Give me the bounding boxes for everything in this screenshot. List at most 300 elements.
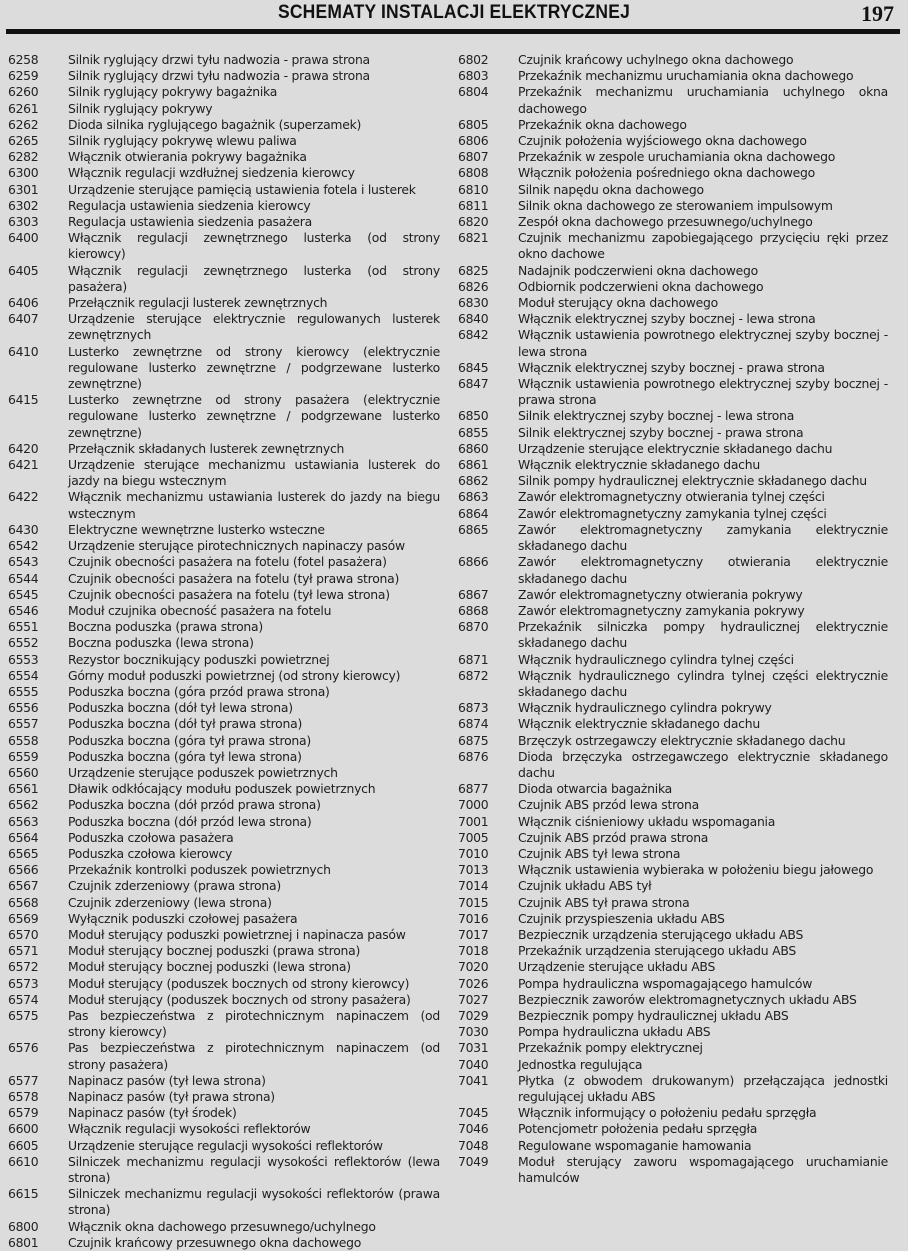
legend-entry: [8, 133, 440, 149]
component-description: Moduł sterujący okna dachowego: [518, 295, 719, 311]
component-code: 6866: [458, 554, 489, 570]
legend-entry: [458, 214, 888, 230]
legend-entry: [458, 263, 888, 279]
component-code: 6872: [458, 667, 489, 683]
component-code: 6260: [8, 84, 39, 100]
component-description: Dioda otwarcia bagażnika: [518, 781, 673, 797]
component-description: Zawór elektromagnetyczny otwierania elektrycznie składanego dachu: [518, 554, 888, 586]
legend-entry: [458, 52, 888, 68]
component-code: 6842: [458, 327, 489, 343]
component-code: 6875: [458, 732, 489, 748]
legend-entry: [8, 895, 440, 911]
component-code: 6561: [8, 781, 39, 797]
component-description: Przekaźnik okna dachowego: [518, 116, 687, 132]
component-code: 7000: [458, 797, 489, 813]
legend-entry: [458, 587, 888, 603]
component-description: Pompa hydrauliczna wspomagającego hamulców: [518, 975, 813, 991]
component-code: 6430: [8, 521, 39, 537]
component-description: Włącznik regulacji zewnętrznego lusterka (od strony pasażera): [68, 262, 440, 294]
component-description: Napinacz pasów (tył lewa strona): [68, 1072, 266, 1088]
legend-entry: [8, 522, 440, 538]
component-code: 6821: [458, 230, 489, 246]
legend-entry: [458, 311, 888, 327]
component-description: Moduł czujnika obecność pasażera na fotelu: [68, 602, 332, 618]
component-description: Czujnik ABS przód lewa strona: [518, 797, 699, 813]
component-code: 6871: [458, 651, 489, 667]
component-description: Poduszka czołowa pasażera: [68, 829, 234, 845]
component-description: Czujnik zderzeniowy (lewa strona): [68, 894, 272, 910]
component-code: 7029: [458, 1007, 489, 1023]
component-description: Silnik napędu okna dachowego: [518, 181, 704, 197]
component-code: 7046: [458, 1121, 489, 1137]
component-code: 7016: [458, 910, 489, 926]
component-description: Silnik elektrycznej szyby bocznej - prawa strona: [518, 424, 804, 440]
component-code: 6421: [8, 457, 39, 473]
legend-entry: [8, 198, 440, 214]
component-code: 6259: [8, 68, 39, 84]
component-code: 6422: [8, 489, 39, 505]
component-description: Poduszka boczna (dół przód lewa strona): [68, 813, 312, 829]
component-description: Urządzenie sterujące elektrycznie składanego dachu: [518, 440, 833, 456]
component-code: 7031: [458, 1040, 489, 1056]
component-code: 6876: [458, 748, 489, 764]
component-description: Przełącznik składanych lusterek zewnętrznych: [68, 440, 345, 456]
component-code: 6579: [8, 1105, 39, 1121]
legend-entry: [8, 1089, 440, 1105]
legend-entry: [458, 84, 888, 116]
component-description: Silniczek mechanizmu regulacji wysokości reflektorów (lewa strona): [68, 1153, 440, 1186]
legend-entry: [8, 117, 440, 133]
component-code: 6806: [458, 133, 489, 149]
component-code: 6576: [8, 1040, 39, 1056]
legend-entry: [8, 992, 440, 1008]
legend-entry: [458, 959, 888, 975]
component-description: Bezpiecznik pompy hydraulicznej układu ABS: [518, 1007, 789, 1023]
component-code: 6873: [458, 700, 489, 716]
legend-entry: [8, 311, 440, 343]
component-code: 6805: [458, 116, 489, 132]
legend-entry: [458, 1040, 888, 1056]
component-description: Silnik ryglujący drzwi tyłu nadwozia - prawa strona: [68, 52, 370, 67]
legend-entry: [8, 263, 440, 295]
legend-entry: [458, 895, 888, 911]
legend-entry: [458, 797, 888, 813]
component-description: Regulowane wspomaganie hamowania: [518, 1137, 752, 1153]
legend-entry: [8, 716, 440, 732]
component-code: 6860: [458, 440, 489, 456]
component-description: Czujnik obecności pasażera na fotelu (tył prawa strona): [68, 570, 400, 586]
component-description: Lusterko zewnętrzne od strony kierowcy (elektrycznie regulowane lusterko zewnętrzne / podgrzewane lusterko zewnętrzne): [68, 343, 440, 392]
legend-entry: [458, 700, 888, 716]
component-description: Włącznik położenia pośredniego okna dachowego: [518, 165, 815, 181]
legend-entry: [8, 344, 440, 393]
component-description: Przekaźnik kontrolki poduszek powietrznych: [68, 862, 331, 878]
legend-entry: [458, 619, 888, 651]
legend-entry: [8, 862, 440, 878]
legend-entry: [458, 133, 888, 149]
legend-entry: [458, 1057, 888, 1073]
component-description: Silnik ryglujący pokrywę wlewu paliwa: [68, 133, 297, 149]
component-description: Czujnik zderzeniowy (prawa strona): [68, 878, 281, 894]
component-code: 6565: [8, 845, 39, 861]
legend-entry: [458, 473, 888, 489]
component-code: 7027: [458, 991, 489, 1007]
component-description: Poduszka boczna (dół tył lewa strona): [68, 700, 293, 716]
component-code: 6556: [8, 700, 39, 716]
legend-entry: [458, 943, 888, 959]
component-code: 7017: [458, 926, 489, 942]
component-code: 6862: [458, 473, 489, 489]
component-code: 6810: [458, 181, 489, 197]
legend-entry: [458, 198, 888, 214]
legend-entry: [8, 652, 440, 668]
component-description: Włącznik hydraulicznego cylindra tylnej części elektrycznie składanego dachu: [518, 667, 888, 699]
component-description: Urządzenie sterujące pamięcią ustawienia fotela i lusterek: [68, 181, 416, 197]
component-code: 6578: [8, 1089, 39, 1104]
legend-entry: [8, 733, 440, 749]
component-code: 6863: [458, 489, 489, 505]
legend-entry: [8, 457, 440, 489]
legend-entry: [458, 295, 888, 311]
legend-entry: [458, 830, 888, 846]
component-description: Moduł sterujący poduszki powietrznej i napinacza pasów: [68, 926, 406, 942]
component-description: Czujnik przyspieszenia układu ABS: [518, 910, 725, 926]
component-code: 6258: [8, 52, 39, 67]
legend-entry: [8, 165, 440, 181]
legend-entry: [8, 635, 440, 651]
legend-entry: [8, 214, 440, 230]
component-description: Regulacja ustawienia siedzenia kierowcy: [68, 197, 311, 213]
legend-entry: [8, 1186, 440, 1218]
component-code: 6569: [8, 910, 39, 926]
legend-entry: [8, 668, 440, 684]
component-code: 7040: [458, 1056, 489, 1072]
legend-entry: [8, 1154, 440, 1186]
component-description: Dławik odkłócający modułu poduszek powietrznych: [68, 781, 376, 797]
legend-entry: [458, 716, 888, 732]
component-description: Czujnik ABS tył lewa strona: [518, 845, 681, 861]
component-description: Włącznik elektrycznie składanego dachu: [518, 457, 760, 473]
component-description: Przekaźnik pompy elektrycznej: [518, 1040, 703, 1056]
legend-entry: [458, 862, 888, 878]
legend-entry: [8, 959, 440, 975]
component-code: 6825: [458, 262, 489, 278]
component-code: 6562: [8, 797, 39, 813]
component-description: Urządzenie sterujące regulacji wysokości reflektorów: [68, 1137, 383, 1153]
component-description: Górny moduł poduszki powietrznej (od strony kierowcy): [68, 667, 401, 683]
component-description: Urządzenie sterujące poduszek powietrznych: [68, 764, 338, 780]
component-code: 6877: [458, 781, 489, 797]
legend-entry: [458, 1121, 888, 1137]
component-description: Boczna poduszka (lewa strona): [68, 635, 254, 651]
component-code: 6867: [458, 586, 489, 602]
component-code: 7049: [458, 1153, 489, 1169]
component-description: Wyłącznik poduszki czołowej pasażera: [68, 910, 298, 926]
component-description: Bezpiecznik zaworów elektromagnetycznych układu ABS: [518, 991, 857, 1007]
legend-entry: [8, 781, 440, 797]
legend-entry: [458, 846, 888, 862]
legend-entry: [8, 927, 440, 943]
component-description: Czujnik obecności pasażera na fotelu (fotel pasażera): [68, 554, 387, 570]
component-code: 6615: [8, 1186, 39, 1202]
legend-entry: [458, 814, 888, 830]
legend-entry: [8, 684, 440, 700]
component-description: Zawór elektromagnetyczny otwierania tylnej części: [518, 489, 825, 505]
component-description: Czujnik ABS tył prawa strona: [518, 894, 690, 910]
component-description: Włącznik ustawienia powrotnego elektrycznej szyby bocznej - prawa strona: [518, 376, 888, 408]
component-code: 6557: [8, 716, 39, 732]
component-description: Czujnik mechanizmu zapobiegającego przycięciu ręki przez okno dachowe: [518, 230, 888, 262]
legend-entry: [458, 489, 888, 505]
component-code: 6552: [8, 635, 39, 651]
component-code: 7048: [458, 1137, 489, 1153]
legend-entry: [458, 117, 888, 133]
component-description: Silnik ryglujący drzwi tyłu nadwozia - prawa strona: [68, 68, 370, 84]
legend-entry: [8, 538, 440, 554]
component-code: 6808: [458, 165, 489, 181]
component-description: Czujnik układu ABS tył: [518, 878, 652, 894]
component-description: Przekaźnik w zespole uruchamiania okna dachowego: [518, 149, 836, 165]
component-description: Brzęczyk ostrzegawczy elektrycznie składanego dachu: [518, 732, 846, 748]
component-code: 6850: [458, 408, 489, 424]
component-description: Poduszka boczna (góra tył lewa strona): [68, 748, 302, 764]
component-code: 6568: [8, 894, 39, 910]
legend-entry: [458, 668, 888, 700]
component-code: 6802: [458, 52, 489, 67]
component-description: Włącznik regulacji zewnętrznego lusterka (od strony kierowcy): [68, 230, 440, 262]
legend-entry: [8, 911, 440, 927]
legend-entry: [458, 652, 888, 668]
component-description: Boczna poduszka (prawa strona): [68, 619, 263, 635]
legend-entry: [8, 765, 440, 781]
component-code: 6300: [8, 165, 39, 181]
legend-entry: [8, 101, 440, 117]
component-code: 6302: [8, 197, 39, 213]
component-code: 6554: [8, 667, 39, 683]
legend-entry: [458, 749, 888, 781]
component-code: 6559: [8, 748, 39, 764]
legend-entry: [8, 587, 440, 603]
legend-entry: [8, 814, 440, 830]
component-description: Regulacja ustawienia siedzenia pasażera: [68, 214, 312, 230]
legend-entry: [458, 1154, 888, 1186]
legend-entry: [458, 1073, 888, 1105]
component-code: 6868: [458, 602, 489, 618]
component-code: 6800: [8, 1218, 39, 1234]
component-description: Silniczek mechanizmu regulacji wysokości reflektorów (prawa strona): [68, 1186, 440, 1218]
page-header: [0, 0, 908, 30]
component-description: Zespół okna dachowego przesuwnego/uchylnego: [518, 214, 813, 230]
legend-entry: [8, 295, 440, 311]
legend-entry: [8, 1008, 440, 1040]
component-code: 6303: [8, 214, 39, 230]
legend-entry: [458, 230, 888, 262]
legend-entry: [8, 52, 440, 68]
component-code: 6874: [458, 716, 489, 732]
component-description: Rezystor bocznikujący poduszki powietrznej: [68, 651, 330, 667]
component-code: 6570: [8, 926, 39, 942]
legend-entry: [8, 619, 440, 635]
component-description: Dioda brzęczyka ostrzegawczego elektrycznie składanego dachu: [518, 748, 888, 780]
component-code: 6855: [458, 424, 489, 440]
legend-entry: [8, 441, 440, 457]
component-code: 6566: [8, 862, 39, 878]
component-code: 6553: [8, 651, 39, 667]
component-code: 7001: [458, 813, 489, 829]
component-description: Włącznik mechanizmu ustawiania lusterek do jazdy na biegu wstecznym: [68, 489, 440, 521]
component-code: 7045: [458, 1105, 489, 1121]
legend-entry: [458, 992, 888, 1008]
legend-entry: [8, 830, 440, 846]
component-code: 6804: [458, 84, 489, 100]
component-description: Włącznik ciśnieniowy układu wspomagania: [518, 813, 776, 829]
legend-entry: [8, 1219, 440, 1235]
component-code: 7015: [458, 894, 489, 910]
component-code: 6610: [8, 1153, 39, 1169]
component-description: Włącznik elektrycznej szyby bocznej - prawa strona: [518, 359, 825, 375]
component-description: Dioda silnika ryglującego bagażnik (superzamek): [68, 116, 362, 132]
component-description: Przekaźnik mechanizmu uruchamiania uchylnego okna dachowego: [518, 84, 888, 116]
component-description: Włącznik informujący o położeniu pedału sprzęgła: [518, 1105, 817, 1121]
component-code: 6261: [8, 100, 39, 116]
legend-entry: [8, 878, 440, 894]
component-code: 6865: [458, 521, 489, 537]
component-description: Przekaźnik mechanizmu uruchamiania okna dachowego: [518, 68, 854, 84]
legend-entry: [8, 603, 440, 619]
component-description: Poduszka czołowa kierowcy: [68, 845, 233, 861]
legend-entry: [8, 797, 440, 813]
component-code: 6407: [8, 311, 39, 327]
component-description: Włącznik elektrycznej szyby bocznej - lewa strona: [518, 311, 816, 327]
legend-entry: [8, 943, 440, 959]
component-description: Silnik elektrycznej szyby bocznej - lewa strona: [518, 408, 795, 424]
legend-entry: [458, 603, 888, 619]
component-code: 6573: [8, 975, 39, 991]
component-description: Czujnik ABS przód prawa strona: [518, 829, 709, 845]
legend-entry: [458, 165, 888, 181]
component-description: Lusterko zewnętrzne od strony pasażera (elektrycznie regulowane lusterko zewnętrzne / podgrzewane lusterko zewnętrzne): [68, 392, 440, 440]
component-code: 6605: [8, 1137, 39, 1153]
component-description: Bezpiecznik urządzenia sterującego układu ABS: [518, 926, 804, 942]
component-description: Urządzenie sterujące mechanizmu ustawiania lusterek do jazdy na biegu wstecznym: [68, 457, 440, 489]
legend-entry: [8, 749, 440, 765]
component-code: 6282: [8, 149, 39, 165]
component-code: 6840: [458, 311, 489, 327]
legend-entry: [458, 1024, 888, 1040]
component-description: Poduszka boczna (dół tył prawa strona): [68, 716, 303, 732]
component-description: Włącznik ustawienia powrotnego elektrycznej szyby bocznej - lewa strona: [518, 327, 888, 359]
component-description: Nadajnik podczerwieni okna dachowego: [518, 262, 758, 278]
component-code: 6571: [8, 943, 39, 959]
legend-entry: [8, 1040, 440, 1072]
component-code: 6820: [458, 214, 489, 230]
component-code: 6811: [458, 197, 489, 213]
component-code: 6551: [8, 619, 39, 635]
component-description: Przekaźnik silniczka pompy hydraulicznej elektrycznie składanego dachu: [518, 619, 888, 651]
component-description: Odbiornik podczerwieni okna dachowego: [518, 278, 764, 294]
component-code: 7041: [458, 1072, 489, 1088]
legend-entry: [458, 1138, 888, 1154]
component-description: Włącznik hydraulicznego cylindra tylnej części: [518, 651, 794, 667]
component-description: Moduł sterujący bocznej poduszki (lewa strona): [68, 959, 351, 975]
component-code: 7014: [458, 878, 489, 894]
legend-entry: [458, 149, 888, 165]
component-code: 6574: [8, 991, 39, 1007]
component-code: 6406: [8, 295, 39, 311]
component-code: 6262: [8, 116, 39, 132]
component-code: 6563: [8, 813, 39, 829]
component-code: 6415: [8, 392, 39, 408]
component-code: 7013: [458, 862, 489, 878]
component-code: 6807: [458, 149, 489, 165]
component-description: Silnik ryglujący pokrywy bagażnika: [68, 84, 278, 100]
component-description: Silnik ryglujący pokrywy: [68, 100, 213, 116]
legend-entry: [458, 279, 888, 295]
component-code: 6546: [8, 602, 39, 618]
component-code: 6577: [8, 1072, 39, 1088]
component-code: 7010: [458, 845, 489, 861]
component-code: 6558: [8, 732, 39, 748]
legend-entry: [458, 408, 888, 424]
legend-entry: [8, 230, 440, 262]
component-code: 6405: [8, 262, 39, 278]
component-code: 6845: [458, 359, 489, 375]
legend-entry: [8, 976, 440, 992]
component-description: Silnik pompy hydraulicznej elektrycznie składanego dachu: [518, 473, 867, 489]
component-code: 7018: [458, 943, 489, 959]
legend-entry: [458, 506, 888, 522]
legend-entry: [8, 846, 440, 862]
component-code: 7026: [458, 975, 489, 991]
component-code: 6560: [8, 764, 39, 780]
component-code: 6542: [8, 538, 39, 554]
component-code: 6420: [8, 440, 39, 456]
legend-entry: [458, 360, 888, 376]
component-description: Czujnik obecności pasażera na fotelu (tył lewa strona): [68, 586, 390, 602]
component-description: Moduł sterujący bocznej poduszki (prawa strona): [68, 943, 361, 959]
legend-entry: [458, 68, 888, 84]
component-code: 6545: [8, 586, 39, 602]
legend-entry: [458, 522, 888, 554]
legend-entry: [8, 1235, 440, 1251]
component-code: 6265: [8, 133, 39, 149]
component-description: Napinacz pasów (tył prawa strona): [68, 1089, 275, 1104]
legend-entry: [458, 927, 888, 943]
component-description: Urządzenie sterujące układu ABS: [518, 959, 716, 975]
right-column: [458, 52, 888, 1186]
component-code: 6555: [8, 683, 39, 699]
component-code: 7030: [458, 1024, 489, 1040]
component-description: Włącznik regulacji wysokości reflektorów: [68, 1121, 311, 1137]
component-description: Moduł sterujący (poduszek bocznych od strony pasażera): [68, 991, 411, 1007]
legend-entry: [458, 911, 888, 927]
legend-entry: [458, 1105, 888, 1121]
component-description: Włącznik okna dachowego przesuwnego/uchylnego: [68, 1218, 376, 1234]
component-code: 6830: [458, 295, 489, 311]
component-code: 6575: [8, 1007, 39, 1023]
component-code: 6543: [8, 554, 39, 570]
legend-entry: [458, 878, 888, 894]
component-code: 6301: [8, 181, 39, 197]
legend-entry: [8, 182, 440, 198]
legend-entry: [8, 84, 440, 100]
component-code: 6567: [8, 878, 39, 894]
component-code: 6544: [8, 570, 39, 586]
component-code: 6400: [8, 230, 39, 246]
legend-entry: [458, 327, 888, 359]
component-code: 6803: [458, 68, 489, 84]
component-description: Włącznik hydraulicznego cylindra pokrywy: [518, 700, 772, 716]
